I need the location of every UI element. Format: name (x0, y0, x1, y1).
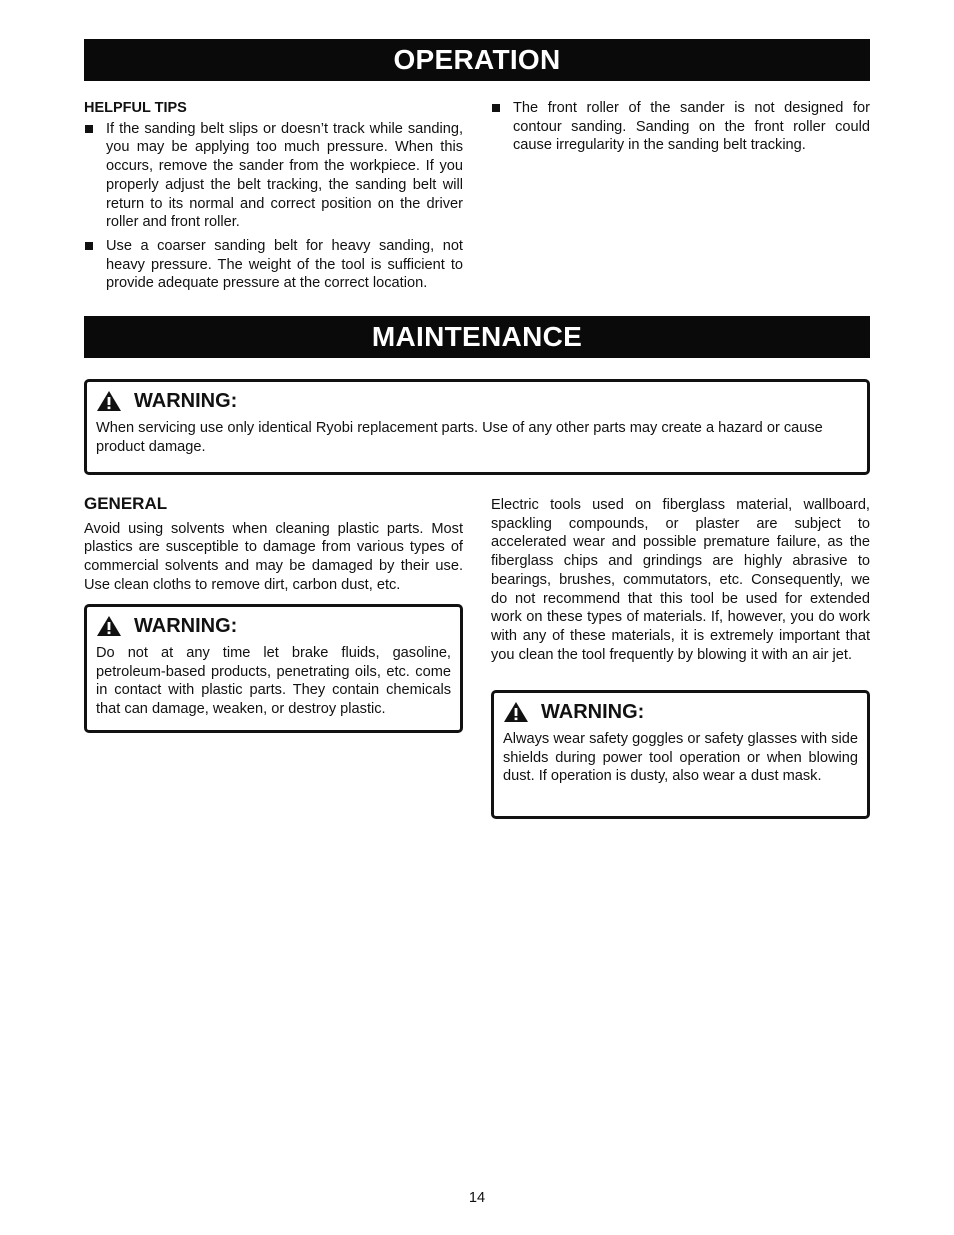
maintenance-title: MAINTENANCE (371, 321, 583, 352)
general-paragraph: Avoid using solvents when cleaning plastic parts. Most plastics are susceptible to damage from various types of commercial solvents and may be damaged by their use. Use clean cloths to remove dirt, carbon dust, etc. (84, 520, 463, 593)
operation-title: OPERATION (393, 44, 561, 75)
page-number: 14 (468, 1190, 486, 1206)
tips-list-right (491, 99, 870, 155)
helpful-tips-left-column (84, 99, 463, 298)
helpful-tips-heading: HELPFUL TIPS (84, 100, 187, 116)
warning-text: Do not at any time let brake fluids, gasoline, petroleum-based products, penetrating oils, etc. come in contact with plastic parts. They contain chemicals that can damage, weaken, or destroy plastic. (96, 645, 451, 718)
warning-text: When servicing use only identical Ryobi replacement parts. Use of any other parts may create a hazard or cause product damage. (96, 420, 823, 455)
warning-box-plastic-parts (84, 604, 463, 733)
warning-title: WARNING: (134, 614, 238, 637)
tip-item: If the sanding belt slips or doesn’t track while sanding, you may be applying too much pressure. When this occurs, remove the sander from the workpiece. If you properly adjust the belt tracking, the sanding belt will return to its normal and correct position on the driver roller and front roller. (84, 120, 463, 232)
general-heading: GENERAL (84, 494, 168, 513)
warning-header (96, 611, 451, 641)
tip-item: Use a coarser sanding belt for heavy sanding, not heavy pressure. The weight of the tool is sufficient to provide adequate pressure at the correct location. (84, 237, 463, 293)
warning-header (96, 386, 858, 416)
warning-title: WARNING: (541, 700, 645, 723)
general-left-column (84, 495, 463, 595)
warning-header (503, 697, 858, 727)
warning-triangle-icon (96, 615, 122, 637)
warning-box-replacement-parts (84, 379, 870, 475)
warning-text: Always wear safety goggles or safety glasses with side shields during power tool operation or when blowing dust. If operation is dusty, also wear a dust mask. (503, 731, 858, 785)
warning-box-safety-goggles (491, 690, 870, 819)
tip-item: The front roller of the sander is not designed for contour sanding. Sanding on the front roller could cause irregularity in the sanding belt tracking. (491, 99, 870, 155)
warning-triangle-icon (503, 701, 529, 723)
tips-list-left (84, 120, 463, 293)
maintenance-banner (84, 316, 870, 358)
helpful-tips-right-column (491, 99, 870, 160)
fiberglass-right-column (491, 496, 870, 664)
operation-banner (84, 39, 870, 81)
fiberglass-paragraph: Electric tools used on fiberglass material, wallboard, spackling compounds, or plaster are subject to accelerated wear and possible premature failure, as the fiberglass chips and grindings are highly abrasive to bearings, brushes, commutators, etc. Consequently, we do not recommend that this tool be used for extended work on these types of materials. If, however, you do work with any of these materials, it is extremely important that you clean the tool frequently by blowing it with an air jet. (491, 497, 870, 663)
warning-title: WARNING: (134, 389, 238, 412)
warning-triangle-icon (96, 390, 122, 412)
